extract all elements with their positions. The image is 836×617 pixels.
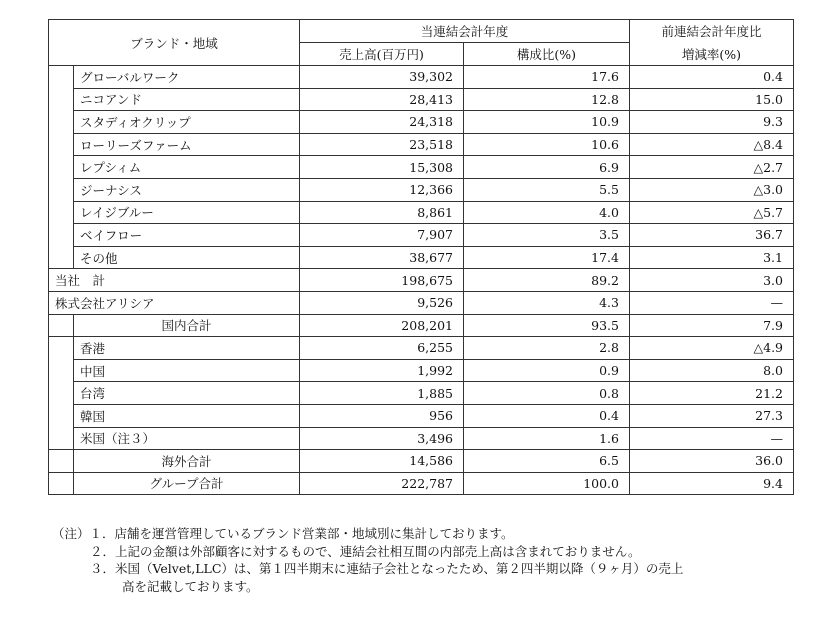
sales-cell: 1,885 — [300, 382, 464, 405]
change-cell: 7.9 — [630, 314, 794, 337]
overseas-total-row — [49, 450, 794, 473]
name-cell: レプシィム — [74, 156, 300, 179]
ratio-cell: 4.0 — [464, 201, 630, 224]
overseas-row — [49, 382, 794, 405]
change-cell: 36.7 — [630, 224, 794, 247]
footnotes — [52, 525, 683, 595]
sales-cell: 3,496 — [300, 427, 464, 450]
change-cell: 15.0 — [630, 88, 794, 111]
ratio-cell: 3.5 — [464, 224, 630, 247]
sales-cell: 9,526 — [300, 291, 464, 314]
brand-row — [49, 246, 794, 269]
name-cell: 株式会社アリシア — [49, 291, 300, 314]
name-cell: 中国 — [74, 359, 300, 382]
change-cell: 8.0 — [630, 359, 794, 382]
group-total-row — [49, 472, 794, 495]
brand-row — [49, 66, 794, 89]
change-cell: — — [630, 427, 794, 450]
change-cell: △8.4 — [630, 133, 794, 156]
sales-by-brand-table — [48, 19, 794, 495]
domestic-total-row — [49, 314, 794, 337]
name-cell: 台湾 — [74, 382, 300, 405]
alicia-row — [49, 291, 794, 314]
change-cell: 9.3 — [630, 111, 794, 134]
change-cell: △4.9 — [630, 337, 794, 360]
sales-cell: 222,787 — [300, 472, 464, 495]
ratio-cell: 0.9 — [464, 359, 630, 382]
overseas-row — [49, 404, 794, 427]
sales-cell: 24,318 — [300, 111, 464, 134]
brand-row — [49, 201, 794, 224]
brand-region-header: ブランド・地域 — [49, 20, 300, 66]
sales-cell: 1,992 — [300, 359, 464, 382]
change-rate-header: 増減率(%) — [630, 43, 794, 66]
ratio-cell: 1.6 — [464, 427, 630, 450]
ratio-cell: 2.8 — [464, 337, 630, 360]
ratio-cell: 10.9 — [464, 111, 630, 134]
company-total-row — [49, 269, 794, 292]
sales-cell: 208,201 — [300, 314, 464, 337]
header-row-1 — [49, 20, 794, 43]
sales-cell: 28,413 — [300, 88, 464, 111]
name-cell: レイジブルー — [74, 201, 300, 224]
sales-cell: 6,255 — [300, 337, 464, 360]
ratio-cell: 17.6 — [464, 66, 630, 89]
indent-spacer — [49, 314, 74, 337]
change-cell: 36.0 — [630, 450, 794, 473]
sales-cell: 38,677 — [300, 246, 464, 269]
note-3-continued: 高を記載しております。 — [122, 578, 259, 594]
change-cell: 0.4 — [630, 66, 794, 89]
sales-cell: 956 — [300, 404, 464, 427]
sales-cell: 8,861 — [300, 201, 464, 224]
ratio-cell: 6.9 — [464, 156, 630, 179]
indent-spacer — [49, 66, 74, 269]
sales-cell: 15,308 — [300, 156, 464, 179]
note-1: （注）１．店舗を運営管理しているブランド営業部・地域別に集計しております。 — [52, 526, 514, 541]
name-cell: 香港 — [74, 337, 300, 360]
ratio-cell: 5.5 — [464, 178, 630, 201]
name-cell: 当社 計 — [49, 269, 300, 292]
note-2: ２．上記の金額は外部顧客に対するもので、連結会社相互間の内部売上高は含まれておりません。 — [90, 543, 641, 559]
name-cell: グローバルワーク — [74, 66, 300, 89]
note-3: ３．米国（Velvet,LLC）は、第１四半期末に連結子会社となったため、第２四半期以降（９ヶ月）の売上 — [90, 561, 684, 576]
name-cell: その他 — [74, 246, 300, 269]
name-cell: ベイフロー — [74, 224, 300, 247]
brand-row — [49, 111, 794, 134]
sales-cell: 198,675 — [300, 269, 464, 292]
overseas-row — [49, 359, 794, 382]
name-cell: ジーナシス — [74, 178, 300, 201]
brand-row — [49, 88, 794, 111]
sales-cell: 12,366 — [300, 178, 464, 201]
brand-row — [49, 224, 794, 247]
ratio-cell: 17.4 — [464, 246, 630, 269]
change-cell: 3.0 — [630, 269, 794, 292]
indent-spacer — [49, 472, 74, 495]
brand-row — [49, 178, 794, 201]
ratio-header: 構成比(%) — [464, 43, 630, 66]
name-cell: ローリーズファーム — [74, 133, 300, 156]
sales-cell: 7,907 — [300, 224, 464, 247]
indent-spacer — [49, 337, 74, 450]
ratio-cell: 4.3 — [464, 291, 630, 314]
change-cell: △5.7 — [630, 201, 794, 224]
change-cell: 21.2 — [630, 382, 794, 405]
sales-cell: 23,518 — [300, 133, 464, 156]
change-cell: 9.4 — [630, 472, 794, 495]
name-cell: 海外合計 — [74, 450, 300, 473]
name-cell: スタディオクリップ — [74, 111, 300, 134]
ratio-cell: 0.8 — [464, 382, 630, 405]
name-cell: グループ合計 — [74, 472, 300, 495]
ratio-cell: 93.5 — [464, 314, 630, 337]
sales-cell: 14,586 — [300, 450, 464, 473]
prev-year-compare-header: 前連結会計年度比 — [630, 20, 794, 43]
name-cell: 米国（注３） — [74, 427, 300, 450]
ratio-cell: 100.0 — [464, 472, 630, 495]
ratio-cell: 89.2 — [464, 269, 630, 292]
ratio-cell: 12.8 — [464, 88, 630, 111]
brand-row — [49, 156, 794, 179]
change-cell: △3.0 — [630, 178, 794, 201]
name-cell: 韓国 — [74, 404, 300, 427]
overseas-row — [49, 427, 794, 450]
ratio-cell: 10.6 — [464, 133, 630, 156]
change-cell: 27.3 — [630, 404, 794, 427]
change-cell: △2.7 — [630, 156, 794, 179]
ratio-cell: 6.5 — [464, 450, 630, 473]
indent-spacer — [49, 450, 74, 473]
ratio-cell: 0.4 — [464, 404, 630, 427]
name-cell: 国内合計 — [74, 314, 300, 337]
sales-cell: 39,302 — [300, 66, 464, 89]
name-cell: ニコアンド — [74, 88, 300, 111]
current-year-header: 当連結会計年度 — [300, 20, 630, 43]
overseas-row — [49, 337, 794, 360]
brand-row — [49, 133, 794, 156]
sales-header: 売上高(百万円) — [300, 43, 464, 66]
change-cell: — — [630, 291, 794, 314]
change-cell: 3.1 — [630, 246, 794, 269]
